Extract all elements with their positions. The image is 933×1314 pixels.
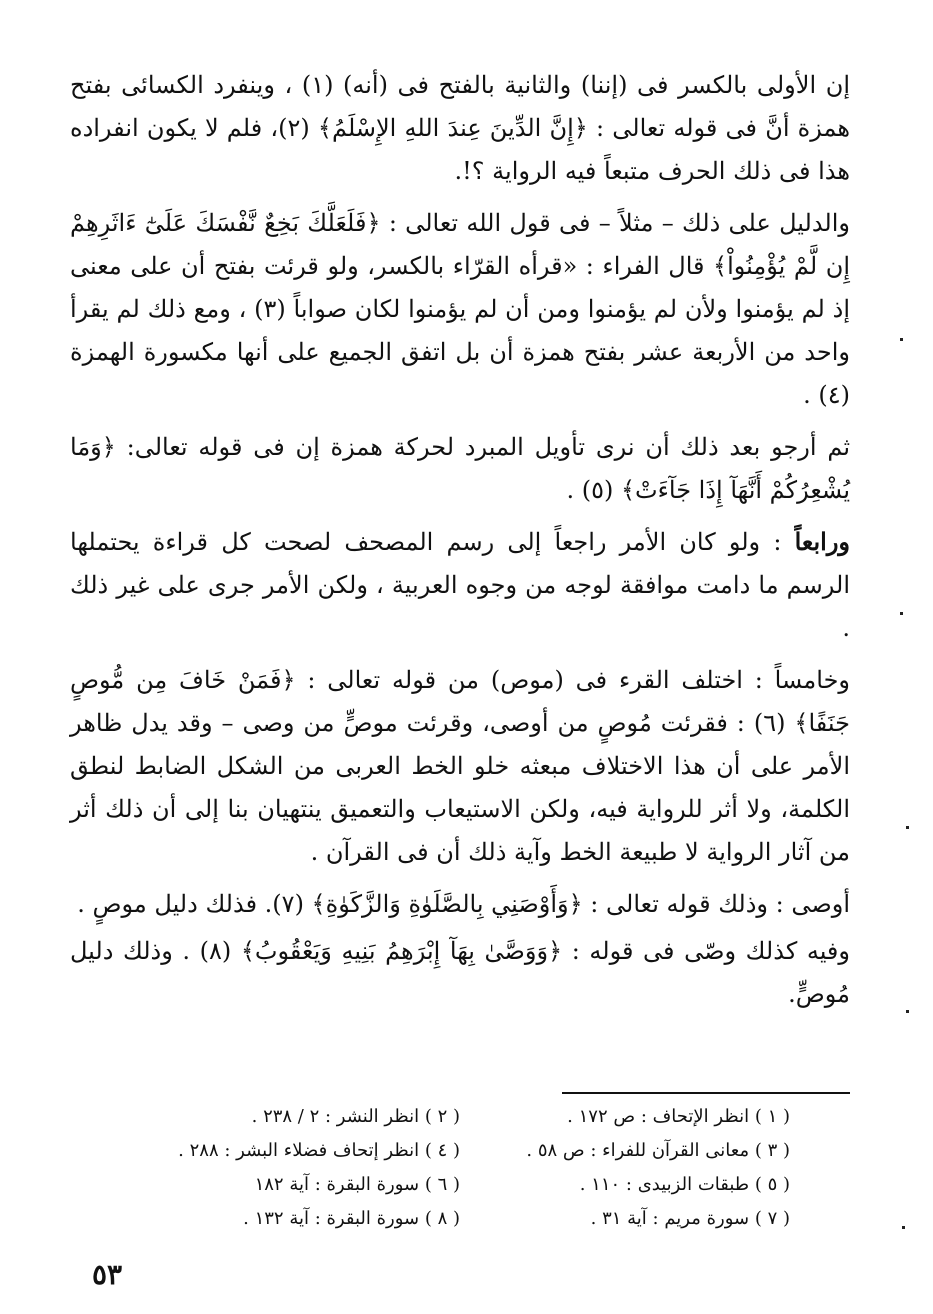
paragraph-rabian bbox=[70, 520, 850, 651]
footnote-1: ( ١ ) انظر الإتحاف : ص ١٧٢ . bbox=[567, 1106, 790, 1127]
footnote-2: ( ٢ ) انظر النشر : ٢ / ٢٣٨ . bbox=[251, 1106, 460, 1127]
page-body bbox=[70, 64, 850, 1020]
margin-speck bbox=[906, 826, 909, 829]
paragraph-awsa: أوصى : وذلك قوله تعالى : ﴿وَأَوْصَنِي بِالصَّلَوٰةِ وَالزَّكَوٰةِ﴾ (٧). فذلك دليل موصٍ . bbox=[77, 889, 850, 918]
margin-speck bbox=[906, 1010, 909, 1013]
footnote-5: ( ٥ ) طبقات الزبيدى : ١١٠ . bbox=[579, 1174, 790, 1195]
footnote-7: ( ٧ ) سورة مريم : آية ٣١ . bbox=[590, 1208, 790, 1229]
page-number: ٥٣ bbox=[92, 1258, 123, 1291]
footnote-4: ( ٤ ) انظر إتحاف فضلاء البشر : ٢٨٨ . bbox=[178, 1140, 460, 1161]
paragraph-3: ثم أرجو بعد ذلك أن نرى تأويل المبرد لحركة همزة إن فى قوله تعالى: ﴿وَمَا يُشْعِرُكُمْ أَنَّهَآ إِذَا جَآءَتْ﴾ (٥) . bbox=[70, 432, 850, 504]
paragraph-2: والدليل على ذلك – مثلاً – فى قول الله تعالى : ﴿فَلَعَلَّكَ بَخِعٌ نَّفْسَكَ عَلَىٰٓ ءَاثَرِهِمْ إِن لَّمْ يُؤْمِنُواْ﴾ قال الفراء : «قرأه القرّاء بالكسر، ولو قرئت بفتح أن على معنى إذ لم يؤمنوا ولأن لم يؤمنوا ومن أن لم يؤمنوا لكان صواباً (٣) ، ومع ذلك لم يقرأ واحد من الأربعة عشر بفتح همزة أن بل اتفق الجميع على أنها مكسورة الهمزة (٤) . bbox=[70, 208, 851, 410]
margin-speck bbox=[900, 338, 903, 341]
paragraph-khamisan: وخامساً : اختلف القرء فى (موص) من قوله تعالى : ﴿فَمَنْ خَافَ مِن مُّوصٍ جَنَفًا﴾ (٦) : فقرئت مُوصٍ من أوصى، وقرئت موصٍّ من وصى – وقد يدل ظاهر الأمر على أن هذا الاختلاف مبعثه خلو الخط العربى من الشكل الضابط لنطق الكلمة، ولا أثر للرواية فيه، ولكن الاستيعاب والتعميق ينتهيان بنا إلى أن ذلك أثر من آثار الرواية لا طبيعة الخط وآية ذلك أن فى القرآن . bbox=[70, 665, 850, 867]
paragraph-rabian-text: : ولو كان الأمر راجعاً إلى رسم المصحف لصحت كل قراءة يحتملها الرسم ما دامت موافقة لوجه من وجوه العربية ، ولكن الأمر جرى على غير ذلك . bbox=[70, 528, 850, 643]
footnote-6: ( ٦ ) سورة البقرة : آية ١٨٢ bbox=[254, 1174, 460, 1195]
footnote-3: ( ٣ ) معانى القرآن للفراء : ص ٥٨ . bbox=[526, 1140, 790, 1161]
footnote-8: ( ٨ ) سورة البقرة : آية ١٣٢ . bbox=[243, 1208, 460, 1229]
paragraph-1: إن الأولى بالكسر فى (إننا) والثانية بالفتح فى (أنه) (١) ، وينفرد الكسائى بفتح همزة أنَّ فى قوله تعالى : ﴿إِنَّ الدِّينَ عِندَ اللهِ الإِسْلَمُ﴾ (٢)، فلم لا يكون انفراده هذا فى ذلك الحرف متبعاً فيه الرواية ؟!. bbox=[70, 71, 851, 186]
margin-speck bbox=[902, 1226, 905, 1229]
margin-speck bbox=[900, 612, 903, 615]
paragraph-rabian-lead: ورابعاً bbox=[794, 527, 850, 557]
paragraph-wassa: وفيه كذلك وصّى فى قوله : ﴿وَوَصَّىٰ بِهَآ إِبْرَهِمُ بَنِيهِ وَيَعْقُوبُ﴾ (٨) . وذلك دليل مُوصٍّ. bbox=[70, 936, 850, 1009]
footnote-divider bbox=[562, 1092, 850, 1094]
footnotes bbox=[130, 1102, 790, 1234]
